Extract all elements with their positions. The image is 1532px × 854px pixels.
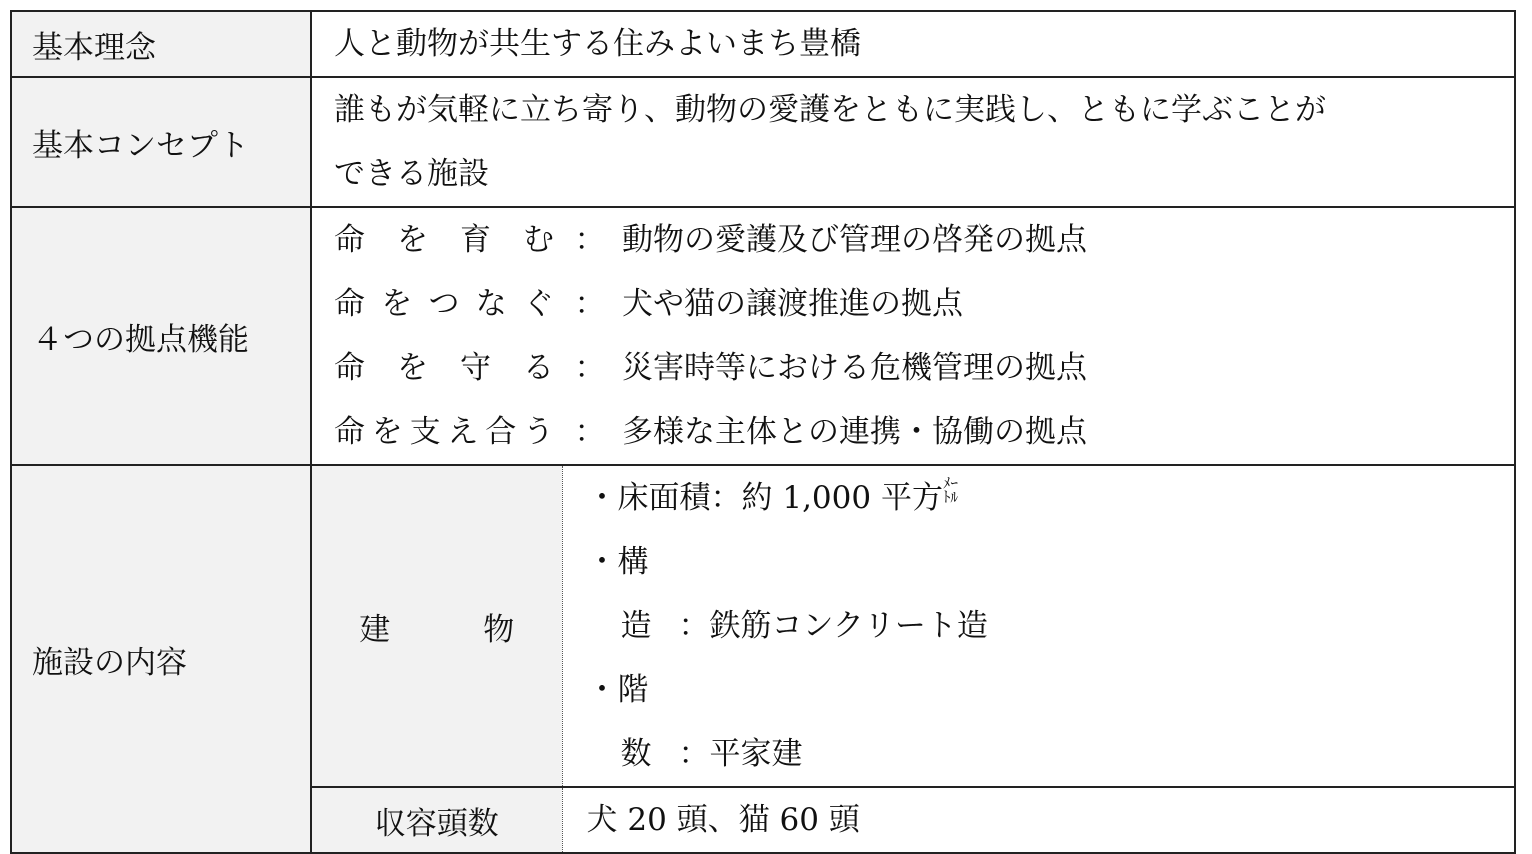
function-item — [334, 272, 1514, 336]
function-name-char: を — [397, 350, 428, 386]
function-name-char: 命 — [334, 286, 365, 322]
function-description: 犬や猫の譲渡推進の拠点 — [622, 286, 963, 322]
function-name-char: 支 — [409, 414, 441, 450]
function-description: 多様な主体との連携・協働の拠点 — [622, 414, 1087, 450]
function-name-char: 命 — [334, 350, 365, 386]
function-name-char: 守 — [460, 350, 491, 386]
spec-structure — [587, 530, 1515, 658]
spec-floors-label — [587, 658, 679, 786]
basic-philosophy-header: 基本理念 — [11, 11, 311, 77]
building-label-char: 建 — [359, 611, 391, 648]
function-name-char: を — [371, 414, 403, 450]
function-name-char: 育 — [460, 222, 491, 258]
spec-floors-value: ：平家建 — [678, 736, 803, 772]
function-name-char: を — [397, 222, 428, 258]
function-name-char: う — [522, 414, 554, 450]
unit-top: ﾒｰ — [942, 474, 958, 492]
spec-floor-area-value: ：約 1,000 平方 — [710, 480, 943, 516]
facility-header: 施設の内容 — [11, 465, 311, 853]
function-description: 災害時等における危機管理の拠点 — [622, 350, 1087, 386]
function-name — [334, 336, 554, 400]
function-colon: ： — [574, 222, 606, 258]
function-name — [334, 272, 554, 336]
basic-concept-header: 基本コンセプト — [11, 77, 311, 207]
function-name-char: 命 — [334, 222, 365, 258]
unit-bottom: ﾄﾙ — [942, 488, 958, 506]
spec-floors-label-a: ・階 — [586, 672, 649, 708]
function-name — [334, 400, 554, 464]
capacity-value: 犬 20 頭、猫 60 頭 — [562, 787, 1515, 853]
row-four-functions — [11, 207, 1515, 465]
basic-concept-line-2: できる施設 — [334, 156, 489, 192]
function-item — [334, 208, 1514, 272]
spec-floors-label-b: 数 — [620, 736, 652, 772]
function-name-char: つ — [428, 286, 460, 322]
building-label — [311, 465, 562, 787]
basic-concept-value — [311, 77, 1515, 207]
spec-structure-value: ：鉄筋コンクリート造 — [678, 608, 988, 644]
building-specs — [562, 465, 1515, 787]
function-name-char: な — [475, 286, 507, 322]
function-description: 動物の愛護及び管理の啓発の拠点 — [622, 222, 1087, 258]
spec-structure-label-a: ・構 — [586, 544, 649, 580]
capacity-label: 収容頭数 — [311, 787, 562, 853]
function-name-char: ぐ — [523, 286, 554, 322]
function-colon: ： — [574, 350, 606, 386]
function-colon: ： — [574, 414, 606, 450]
building-label-char: 物 — [483, 611, 515, 648]
spec-floors — [587, 658, 1515, 786]
row-basic-philosophy — [11, 11, 1515, 77]
four-functions-list — [311, 207, 1515, 465]
function-name-char: え — [447, 414, 479, 450]
function-name-char: を — [381, 286, 413, 322]
function-item — [334, 400, 1514, 464]
function-colon: ： — [574, 286, 606, 322]
four-functions-header: ４つの拠点機能 — [11, 207, 311, 465]
row-basic-concept — [11, 77, 1515, 207]
basic-philosophy-value: 人と動物が共生する住みよいまち豊橋 — [311, 11, 1515, 77]
function-name-char: 命 — [334, 414, 365, 450]
function-name-char: 合 — [485, 414, 517, 450]
function-name — [334, 208, 554, 272]
function-name-char: る — [523, 350, 554, 386]
spec-floor-area-unit — [943, 476, 958, 504]
facility-overview-table — [10, 10, 1516, 854]
spec-structure-label — [587, 530, 679, 658]
basic-concept-line-1: 誰もが気軽に立ち寄り、動物の愛護をともに実践し、ともに学ぶことが — [334, 92, 1326, 128]
spec-floor-area-label: ・床面積 — [586, 480, 711, 516]
spec-floor-area — [587, 466, 1515, 530]
spec-structure-label-b: 造 — [620, 608, 652, 644]
function-item — [334, 336, 1514, 400]
row-facility-building — [11, 465, 1515, 787]
function-name-char: む — [523, 222, 554, 258]
